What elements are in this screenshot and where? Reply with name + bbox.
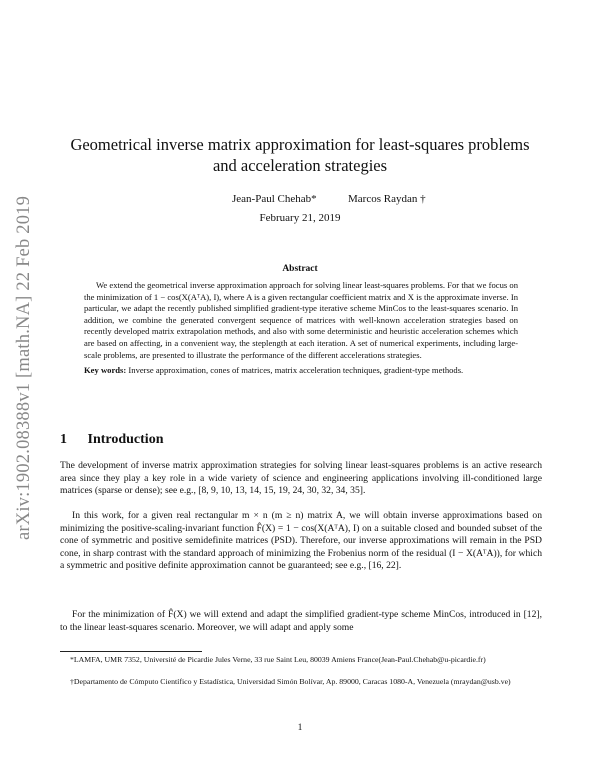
intro-paragraph: The development of inverse matrix approximation strategies for solving linear least-squares problems is an active research area since they play a key role in a wide variety of science and engineering applications involving ill-conditioned large matrices (sparse or dense); see e.g., [8, 9, 10, 13, 14, 15, 19, 24, 30, 32, 34, 35]. bbox=[60, 460, 542, 497]
footnote-chehab: *LAMFA, UMR 7352, Université de Picardie Jules Verne, 33 rue Saint Leu, 80039 Amiens France(Jean-Paul.Chehab@u-picardie.fr) bbox=[70, 655, 486, 664]
arxiv-stamp: arXiv:1902.08388v1 [math.NA] 22 Feb 2019 bbox=[14, 195, 34, 540]
footnote-raydan: †Departamento de Cómputo Científico y Estadística, Universidad Simón Bolívar, Ap. 89000, Caracas 1080-A, Venezuela (mraydan@usb.ve) bbox=[70, 677, 511, 686]
intro-paragraph: For the minimization of F̂(X) we will extend and adapt the simplified gradient-type scheme MinCos, introduced in [12], to the linear least-squares scenario. Moreover, we will adapt and apply some bbox=[60, 609, 542, 633]
keywords-text: Inverse approximation, cones of matrices, matrix acceleration techniques, gradient-type methods. bbox=[128, 365, 464, 375]
author-raydan: Marcos Raydan † bbox=[348, 193, 426, 205]
page-number: 1 bbox=[297, 722, 303, 733]
footnote-rule bbox=[60, 651, 202, 652]
paper-title: Geometrical inverse matrix approximation for least-squares problems and acceleration strategies bbox=[70, 135, 530, 175]
section-title: Introduction bbox=[87, 432, 164, 447]
author-chehab: Jean-Paul Chehab* bbox=[232, 193, 317, 205]
intro-paragraph: In this work, for a given real rectangular m × n (m ≥ n) matrix A, we will obtain inverse approximations based on minimizing the positive-scaling-invariant function F̂(X) = 1 − cos(X(AᵀA), I) on a suitable closed and bounded subset of the cone of symmetric and positive semidefinite matrices (PSD). Therefore, our inverse approximations will remain in the PSD cone, in sharp contrast with the standard approach of minimizing the Frobenius norm of the residual (I − X(AᵀA)), for which a symmetric and positive definite approximation cannot be guaranteed; see e.g., [16, 22]. bbox=[60, 510, 542, 572]
keywords bbox=[84, 365, 518, 377]
paper-date: February 21, 2019 bbox=[259, 212, 341, 224]
section-number: 1 bbox=[60, 432, 67, 447]
keywords-label: Key words: bbox=[84, 365, 127, 375]
abstract-text: We extend the geometrical inverse approximation approach for solving linear least-squares problems. For that we focus on the minimization of 1 − cos(X(AᵀA), I), where A is a given rectangular coefficient matrix and X is the approximate inverse. In particular, we adapt the recently published simplified gradient-type iterative scheme MinCos to the least-squares scenario. In addition, we combine the generated convergent sequence of matrices with well-known acceleration strategies based on recently developed matrix extrapolation methods, and also with some deterministic and heuristic acceleration schemes which are based on affecting, in a convenient way, the steplength at each iteration. A set of numerical experiments, including large-scale problems, are presented to illustrate the performance of the different accelerations strategies. bbox=[84, 280, 519, 360]
abstract-heading: Abstract bbox=[282, 264, 318, 274]
section-heading bbox=[60, 432, 163, 448]
